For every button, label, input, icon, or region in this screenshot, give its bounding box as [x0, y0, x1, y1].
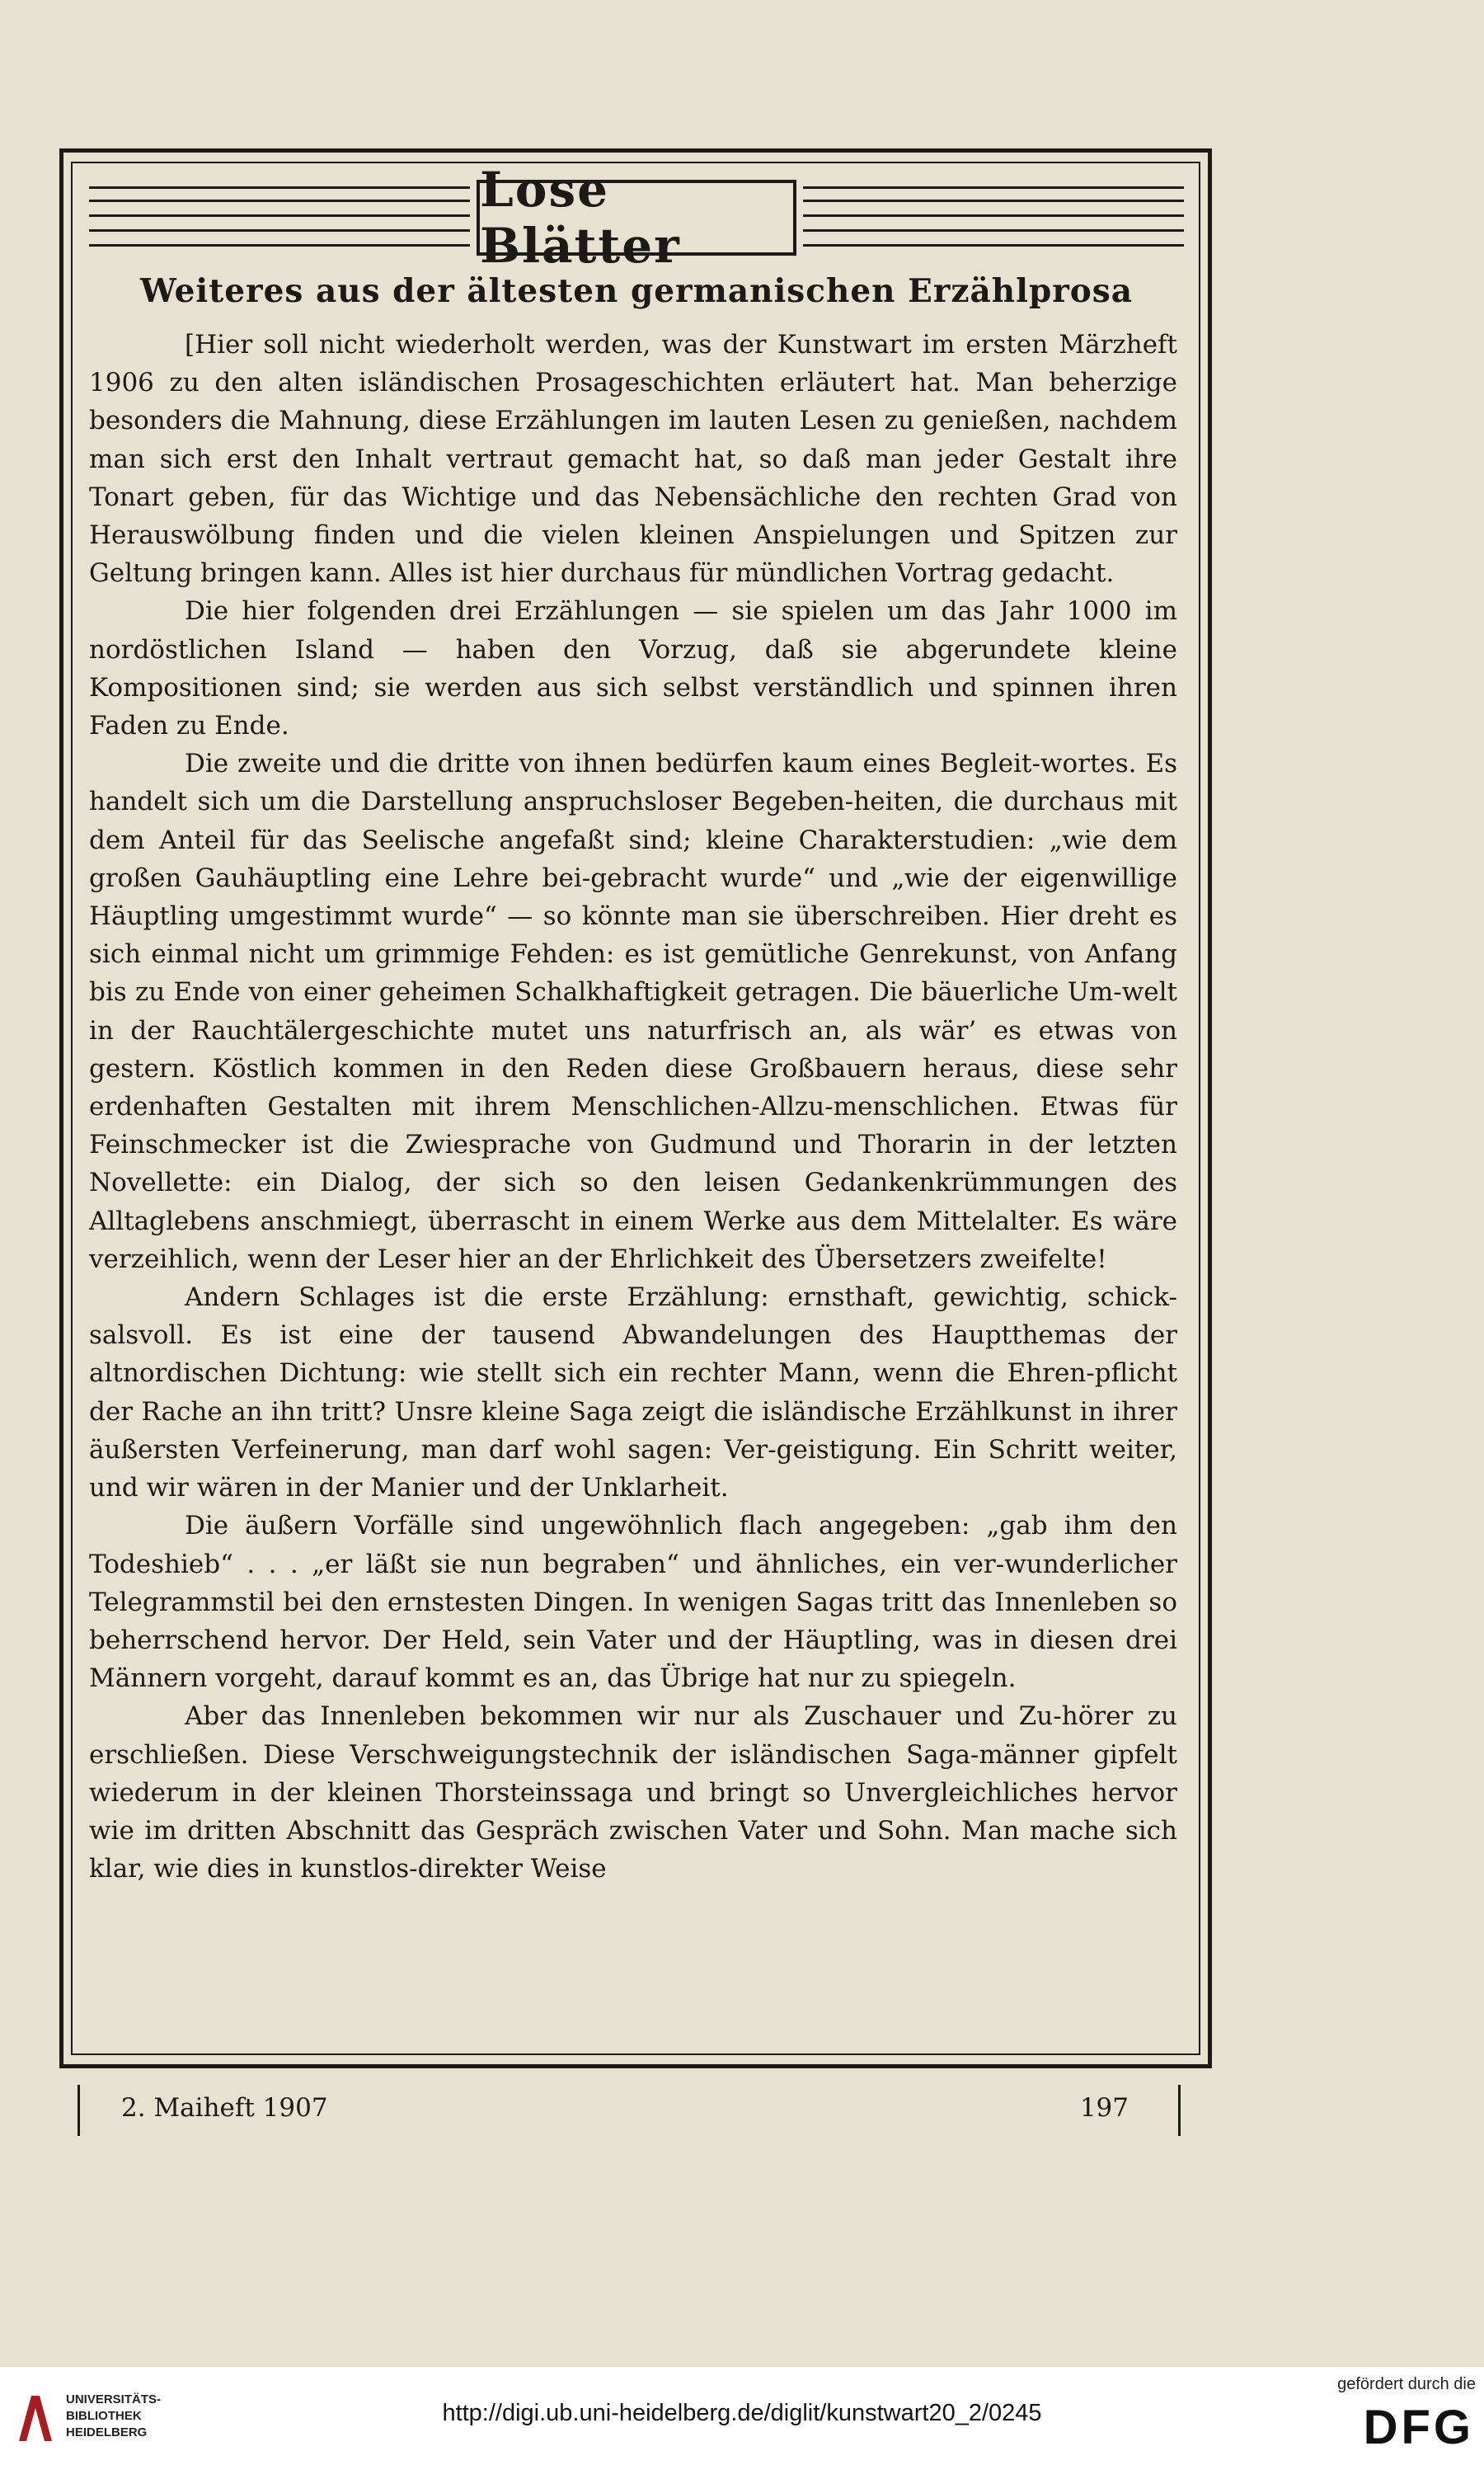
paragraph: Die hier folgenden drei Erzählungen — sie spielen um das Jahr 1000 im nordöstlichen Island — haben den Vorzug, daß sie abgerundete kleine Kompositionen sind; sie werden aus sich selbst verständlich und spinnen ihren Faden zu Ende. [89, 596, 1177, 741]
page-footer [77, 2085, 1181, 2136]
banner-ornament-right [803, 186, 1184, 247]
article-body [89, 326, 1177, 1888]
paragraph: Die äußern Vorfälle sind ungewöhnlich flach angegeben: „gab ihm den Todeshieb“ . . . „er läßt sie nun begraben“ und ähnliches, ein ver-wunderlicher Telegrammstil bei den ernstesten Dingen. In wenigen Sagas tritt das Innenleben so beherrschend hervor. Der Held, sein Vater und der Häuptling, was in diesen drei Männern vorgeht, darauf kommt es an, das Übrige hat nur zu spiegeln. [89, 1511, 1177, 1694]
section-banner [89, 162, 1184, 274]
library-seal-icon [15, 2392, 56, 2446]
paragraph: Andern Schlages ist die erste Erzählung: ernsthaft, gewichtig, schick-salsvoll. Es ist eine der tausend Abwandelungen des Hauptthemas der altnordischen Dichtung: wie stellt sich ein rechter Mann, wenn die Ehren-pflicht der Rache an ihn tritt? Unsre kleine Saga zeigt die isländische Erzählkunst in ihrer äußersten Verfeinerung, man darf wohl sagen: Ver-geistigung. Ein Schritt weiter, und wir wären in der Manier und der Unklarheit. [89, 1282, 1177, 1503]
issue-label: 2. Maiheft 1907 [121, 2093, 328, 2123]
banner-title: Lose Blätter [477, 180, 796, 256]
banner-ornament-left [89, 186, 470, 247]
article-heading: Weiteres aus der ältesten germanischen Erzählprosa [139, 272, 1134, 310]
page-number: 197 [1079, 2093, 1129, 2123]
paragraph: Die zweite und die dritte von ihnen bedürfen kaum eines Begleit-wortes. Es handelt sich um die Darstellung anspruchsloser Begeben-heiten, die durchaus mit dem Anteil für das Seelische angefaßt sind; kleine Charakterstudien: „wie dem großen Gauhäuptling eine Lehre bei-gebracht wurde“ und „wie der eigenwillige Häuptling umgestimmt wurde“ — so könnte man sie überschreiben. Hier dreht es sich einmal nicht um grimmige Fehden: es ist gemütliche Genrekunst, von Anfang bis zu Ende von einer geheimen Schalkhaftigkeit getragen. Die bäuerliche Um-welt in der Rauchtälergeschichte mutet uns naturfrisch an, als wär’ es etwas von gestern. Köstlich kommen in den Reden diese Großbauern heraus, diese sehr erdenhaften Gestalten mit ihrem Menschlichen-Allzu-menschlichen. Etwas für Feinschmecker ist die Zwiesprache von Gudmund und Thorarin in der letzten Novellette: ein Dialog, der sich so den leisen Gedankenkrümmungen des Alltaglebens anschmiegt, überrascht in einem Werke aus dem Mittelalter. Es wäre verzeihlich, wenn der Leser hier an der Ehrlichkeit des Übersetzers zweifelte! [89, 749, 1177, 1274]
source-url-link[interactable]: http://digi.ub.uni-heidelberg.de/diglit/kunstwart20_2/0245 [442, 2400, 1042, 2426]
paragraph: Aber das Innenleben bekommen wir nur als Zuschauer und Zu-hörer zu erschließen. Diese Verschweigungstechnik der isländischen Saga-männer gipfelt wiederum in der kleinen Thorsteinssaga und bringt so Unvergleichliches hervor wie im dritten Abschnitt das Gespräch zwischen Vater und Sohn. Man mache sich klar, wie dies in kunstlos-direkter Weise [89, 1701, 1177, 1884]
paragraph: [Hier soll nicht wiederholt werden, was der Kunstwart im ersten Märzheft 1906 zu den alten isländischen Prosageschichten erläutert hat. Man beherzige besonders die Mahnung, diese Erzählungen im lauten Lesen zu genießen, nachdem man sich erst den Inhalt vertraut gemacht hat, so daß man jeder Gestalt ihre Tonart geben, für das Wichtige und das Nebensächliche den rechten Grad von Herauswölbung finden und die vielen kleinen Anspielungen und Spitzen zur Geltung bringen kann. Alles ist hier durchaus für mündlichen Vortrag gedacht. [89, 330, 1177, 589]
dfg-logo[interactable]: DFG [1363, 2401, 1474, 2454]
funded-by-label: gefördert durch die [1337, 2375, 1476, 2393]
library-logo[interactable] [15, 2392, 188, 2446]
library-name: UNIVERSITÄTS- BIBLIOTHEK HEIDELBERG [66, 2392, 162, 2439]
